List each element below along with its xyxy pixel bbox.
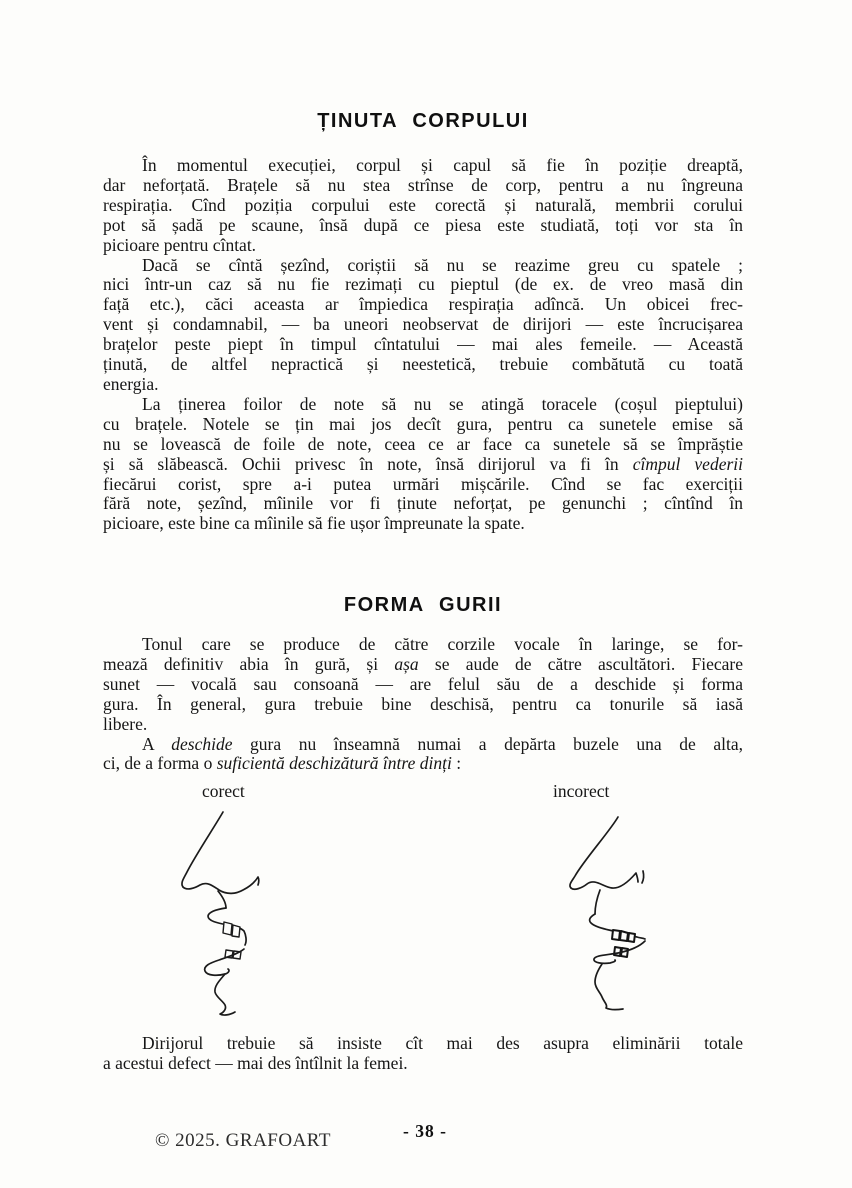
text-segment: suficientă deschizătură între dinți bbox=[216, 753, 452, 774]
paragraph bbox=[103, 256, 743, 395]
section-heading-forma-gurii: FORMA GURII bbox=[343, 594, 503, 616]
text-segment: nu se lovească de foile de note, ceea ce ar face ca sunetele să se împrăștie bbox=[103, 433, 743, 454]
text-line bbox=[103, 275, 743, 295]
text-segment: și să slăbească. Ochii privesc în note, însă dirijorul va fi în bbox=[103, 453, 633, 474]
text-segment: a acestui defect — mai des întîlnit la femei. bbox=[103, 1052, 408, 1073]
figure-label-incorrect: incorect bbox=[553, 781, 610, 801]
text-segment: vent și condamnabil, — ba uneori neobservat de dirijori — este încrucișarea bbox=[103, 314, 743, 335]
text-segment: cu brațele. Notele se țin mai jos decît gura, pentru ca sunetele emise să bbox=[103, 413, 743, 434]
face-profile-open-mouth-drawing bbox=[173, 804, 265, 1018]
text-line bbox=[103, 216, 743, 236]
text-segment: picioare pentru cîntat. bbox=[103, 234, 257, 255]
text-segment: Dacă se cîntă șezînd, coriștii să nu se reazime greu cu spatele ; bbox=[142, 254, 743, 275]
figure-label-correct: corect bbox=[202, 781, 245, 801]
text-line bbox=[103, 415, 743, 435]
face-profile-nearly-closed-mouth-drawing bbox=[560, 806, 648, 1012]
paragraph bbox=[103, 735, 743, 775]
text-segment: Tonul care se produce de către corzile vocale în laringe, se for- bbox=[142, 634, 743, 654]
text-segment: picioare, este bine ca mîinile să fie ușor împreunate la spate. bbox=[103, 513, 525, 534]
copyright-watermark: © 2025. GRAFOART bbox=[155, 1130, 331, 1151]
text-segment: : bbox=[451, 753, 462, 774]
text-line bbox=[103, 156, 743, 176]
text-segment: energia. bbox=[103, 373, 159, 394]
text-segment: se aude de către ascultători. Fiecare bbox=[418, 653, 743, 674]
text-segment: fiecărui corist, spre a-i putea urmări mișcările. Cînd se fac exerciții bbox=[103, 473, 743, 494]
text-segment: La ținerea foilor de note să nu se atingă toracele (coșul pieptului) bbox=[142, 393, 743, 414]
text-segment: sunet — vocală sau consoană — are felul său de a deschide și forma bbox=[103, 673, 743, 694]
text-segment: așa bbox=[394, 653, 419, 674]
text-segment: A bbox=[142, 733, 172, 754]
text-segment: deschide bbox=[171, 733, 233, 754]
text-line bbox=[103, 295, 743, 315]
text-line bbox=[103, 1054, 743, 1074]
text-line bbox=[103, 635, 743, 655]
text-segment: nici într-un caz să nu fie rezimați cu pieptul (de ex. de vreo masă din bbox=[103, 274, 743, 295]
text-line bbox=[103, 355, 743, 375]
text-line bbox=[103, 315, 743, 335]
text-segment: față etc.), căci aceasta ar împiedica respirația adîncă. Un obicei frec- bbox=[103, 294, 743, 315]
text-line bbox=[103, 455, 743, 475]
text-line bbox=[103, 1034, 743, 1054]
text-segment: pot să șadă pe scaune, însă după ce piesa este studiată, toți vor sta în bbox=[103, 214, 743, 235]
text-line bbox=[103, 735, 743, 755]
text-line bbox=[103, 176, 743, 196]
paragraph bbox=[103, 635, 743, 735]
text-line bbox=[103, 196, 743, 216]
text-segment: ținută, de altfel nepractică și neestetică, trebuie combătută cu toată bbox=[103, 354, 743, 375]
text-segment: ci, de a forma o bbox=[103, 753, 217, 774]
text-line bbox=[103, 715, 743, 735]
section-heading-tinuta-corpului: ȚINUTA CORPULUI bbox=[317, 110, 529, 132]
text-segment: fără note, șezînd, mîinile vor fi ținute neforțat, pe genunchi ; cîntînd în bbox=[103, 493, 743, 514]
text-segment: gura nu înseamnă numai a depărta buzele una de alta, bbox=[232, 733, 743, 754]
text-line bbox=[103, 395, 743, 415]
text-segment: brațelor peste piept în timpul cîntatului — mai ales femeile. — Această bbox=[103, 334, 743, 355]
paragraph bbox=[103, 156, 743, 256]
text-segment: respirația. Cînd poziția corpului este corectă și naturală, membrii corului bbox=[103, 194, 743, 215]
text-line bbox=[103, 695, 743, 715]
text-line bbox=[103, 494, 743, 514]
text-segment: În momentul execuției, corpul și capul să fie în poziție dreaptă, bbox=[142, 155, 743, 175]
text-line bbox=[103, 514, 743, 534]
text-line bbox=[103, 435, 743, 455]
paragraph-block-tinuta bbox=[103, 156, 743, 534]
text-line bbox=[103, 754, 743, 774]
text-segment: dar neforțată. Brațele să nu stea strînse de corp, pentru a nu îngreuna bbox=[103, 174, 743, 195]
text-line bbox=[103, 256, 743, 276]
text-line bbox=[103, 475, 743, 495]
page-number: - 38 - bbox=[403, 1121, 447, 1141]
paragraph-block-forma-gurii bbox=[103, 635, 743, 774]
paragraph bbox=[103, 1034, 743, 1074]
text-line bbox=[103, 675, 743, 695]
text-segment: libere. bbox=[103, 713, 148, 734]
paragraph-block-closing bbox=[103, 1034, 743, 1074]
text-segment: gura. În general, gura trebuie bine deschisă, pentru ca tonurile să iasă bbox=[103, 693, 743, 714]
text-line bbox=[103, 335, 743, 355]
text-line bbox=[103, 375, 743, 395]
text-line bbox=[103, 236, 743, 256]
text-segment: Dirijorul trebuie să insiste cît mai des asupra eliminării totale bbox=[142, 1033, 743, 1053]
paragraph bbox=[103, 395, 743, 534]
text-segment: mează definitiv abia în gură, și bbox=[103, 653, 395, 674]
text-line bbox=[103, 655, 743, 675]
text-segment: cîmpul vederii bbox=[632, 453, 743, 474]
